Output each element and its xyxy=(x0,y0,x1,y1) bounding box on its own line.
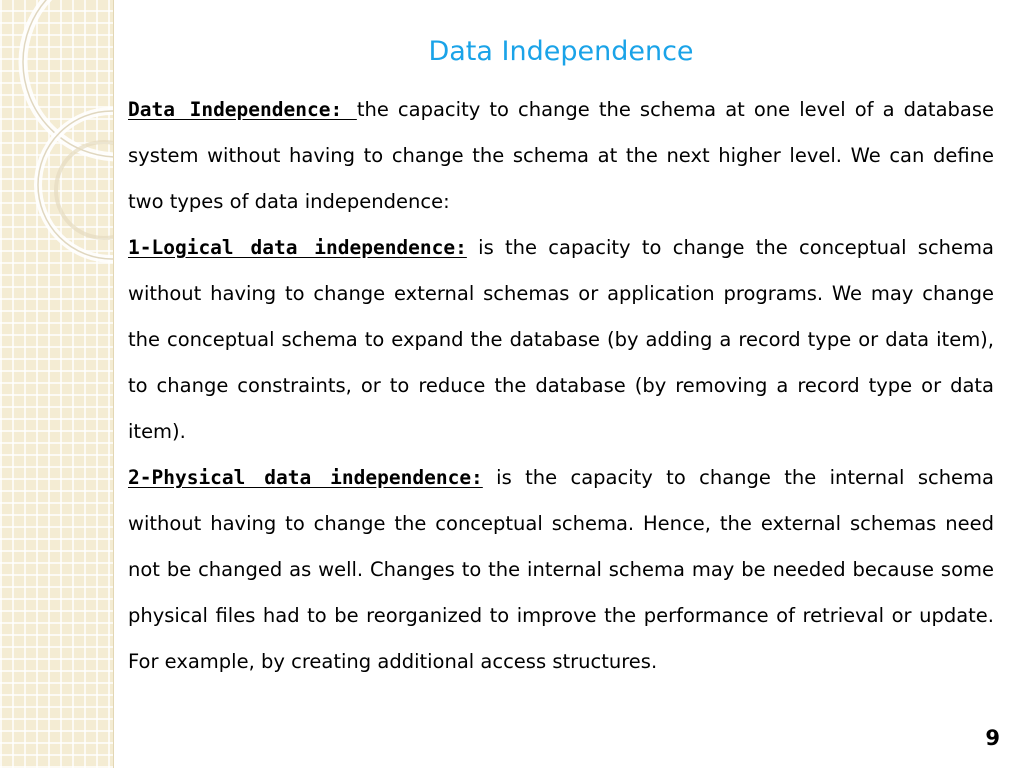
slide-body xyxy=(128,87,994,685)
slide-content xyxy=(128,0,994,685)
intro-text: the capacity to change the schema at one level of a database system without having to change the schema at the next higher level. We can define two types of data independence: xyxy=(128,98,995,213)
slide-title: Data Independence xyxy=(428,36,694,67)
paragraph-intro xyxy=(128,87,994,225)
page-number: 9 xyxy=(985,726,1000,750)
decorative-side-panel xyxy=(0,0,114,768)
paragraph-logical xyxy=(128,225,994,455)
paragraph-physical xyxy=(128,455,994,685)
term-data-independence: Data Independence: xyxy=(128,98,357,121)
decorative-circles xyxy=(0,0,113,768)
term-physical-data-independence: 2-Physical data independence: xyxy=(128,466,483,489)
term-logical-data-independence: 1-Logical data independence: xyxy=(128,236,467,259)
logical-text: is the capacity to change the conceptual schema without having to change external schemas or application programs. We may change the conceptual schema to expand the database (by adding a record type or data item), to change constraints, or to reduce the database (by removing a record type or data item). xyxy=(128,236,994,443)
physical-text: is the capacity to change the internal schema without having to change the conceptual schema. Hence, the external schemas need not be changed as well. Changes to the internal schema may be needed because some physical files had to be reorganized to improve the performance of retrieval or update. For example, by creating additional access structures. xyxy=(128,466,994,673)
